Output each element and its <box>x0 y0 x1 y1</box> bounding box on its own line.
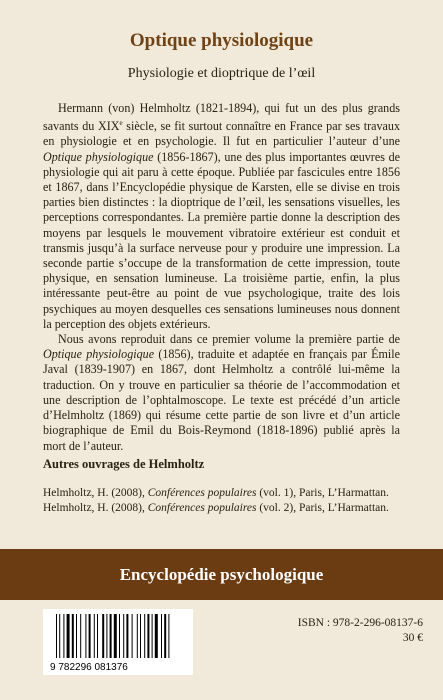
barcode-digits: 9 782296 081376 <box>50 662 128 672</box>
barcode-bar <box>102 614 104 658</box>
barcode-bar <box>67 614 70 658</box>
barcode-bar <box>155 614 158 658</box>
other-work-item: Helmholtz, H. (2008), Conférences populaires (vol. 2), Paris, L’Harmattan. <box>43 502 389 514</box>
barcode-bar <box>152 614 153 658</box>
barcode-bar <box>85 614 86 658</box>
book-subtitle: Physiologie et dioptrique de l’œil <box>127 66 316 81</box>
series-band <box>0 549 443 600</box>
description-paragraph-1: Hermann (von) Helmholtz (1821-1894), qui fut un des plus grands savants du XIXe siècle, se fit surtout connaître en France par ses travaux en physiologie et en psychologie. Il fut en particulier l’auteur d’une Optique physiologique (1856-1867), une des plus importantes œuvres de physiologie qui ait paru à cette époque. Publiée par fascicules entre 1856 et 1867, dans l’Encyclopédie physique de Karsten, elle se divise en trois parties bien distinctes : la dioptrique de l’œil, les sensations visuelles, les perceptions correspondantes. La première partie donne la description des moyens par lesquels le mouvement vibratoire extérieur est conduit et transmis jusqu’à la surface nerveuse pour y produire une impression. La seconde partie s’occupe de la transformation de cette impression, toute physique, en sensation lumineuse. La troisième partie, enfin, la plus intéressante peut-être au point de vue psychologique, traite des lois psychiques au moyen desquelles ces sensations lumineuses nous donnent la perception des objets extérieurs. <box>43 101 401 331</box>
barcode-bar <box>94 614 95 658</box>
barcode-bar <box>110 614 112 658</box>
barcode-bar <box>56 614 57 658</box>
barcode-bar <box>119 614 120 658</box>
barcode-bar <box>132 614 133 658</box>
barcode <box>43 609 193 675</box>
book-title: Optique physiologique <box>129 30 314 51</box>
description-paragraph-2: Nous avons reproduit dans ce premier volume la première partie de Optique physiologique (1856), traduite et adaptée en français par Émile Javal (1839-1907) en 1867, dont Helmholtz a contrôlé lui-même la traduction. On y trouve en particulier sa théorie de l’accommodation et une description de l’ophtalmoscope. Le texte est précédé d’un article d’Helmholtz (1869) qui résume cette partie de son livre et d’un article biographique de Emil du Bois-Reymond (1818-1896) publié après la mort de l’auteur. <box>43 332 400 453</box>
barcode-bar <box>144 614 145 658</box>
barcode-bar <box>137 614 138 658</box>
barcode-bar <box>114 614 117 658</box>
other-works-heading: Autres ouvrages de Helmholtz <box>43 457 205 471</box>
barcode-bar <box>72 614 74 658</box>
barcode-bar <box>164 614 166 658</box>
barcode-bar <box>126 614 128 658</box>
barcode-bar <box>59 614 60 658</box>
barcode-icon <box>46 612 190 672</box>
barcode-bar <box>80 614 81 658</box>
barcode-bar <box>63 614 64 658</box>
barcode-bar <box>106 614 107 658</box>
other-work-item: Helmholtz, H. (2008), Conférences populaires (vol. 1), Paris, L’Harmattan. <box>43 487 389 499</box>
barcode-bar <box>97 614 98 658</box>
barcode-bar <box>123 614 124 658</box>
barcode-bar <box>140 614 141 658</box>
other-works-list <box>43 486 413 516</box>
barcode-bar <box>161 614 162 658</box>
price: 30 € <box>402 632 423 644</box>
barcode-bar <box>76 614 77 658</box>
barcode-bar <box>89 614 91 658</box>
barcode-bar <box>147 614 149 658</box>
barcode-bar <box>168 614 169 658</box>
isbn: ISBN : 978-2-296-08137-6 <box>297 617 423 629</box>
series-title: Encyclopédie psychologique <box>119 565 324 584</box>
description-text <box>43 101 400 454</box>
